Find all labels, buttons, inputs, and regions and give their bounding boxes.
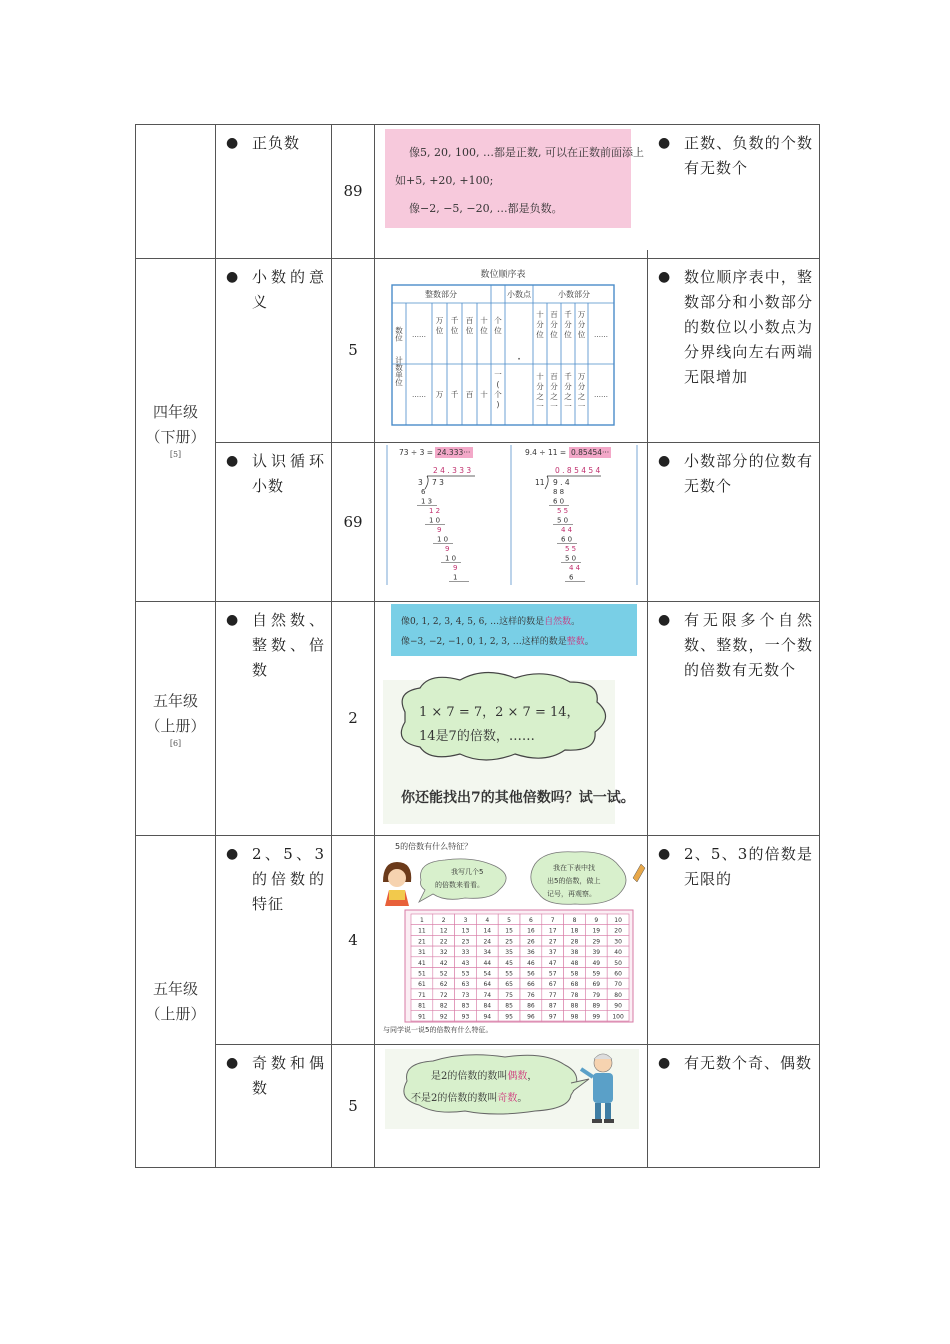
ellipsis-right: ……	[594, 391, 608, 399]
grid-number: 11	[418, 927, 426, 935]
grid-number: 3	[463, 917, 468, 924]
page-number: 4	[332, 836, 375, 1045]
grid-number: 9	[594, 917, 599, 924]
topic-text: 自然数、整数、倍数	[252, 611, 325, 679]
grid-number: 50	[614, 959, 622, 967]
grid-number: 70	[614, 981, 622, 989]
row-label-units: 计数单位	[394, 356, 404, 386]
grid-number: 69	[592, 981, 601, 989]
integer-part-label: 整数部分	[425, 290, 457, 299]
note-cell	[648, 602, 820, 836]
place-label: 位	[564, 330, 572, 339]
grid-number: 68	[570, 981, 579, 989]
unit-label: 一	[577, 402, 586, 411]
grid-number: 80	[614, 991, 622, 999]
division-step: 6	[421, 488, 426, 496]
grid-number: 42	[439, 959, 448, 967]
place-label: 分	[550, 320, 558, 329]
grid-number: 78	[570, 991, 579, 999]
grid-number: 33	[461, 949, 470, 957]
page-number: 2	[332, 602, 375, 836]
fig1-line1: 像5, 20, 100, …都是正数, 可以在正数前面添上	[409, 146, 644, 159]
grid-number: 46	[527, 959, 535, 967]
bullet-icon: ●	[658, 269, 672, 285]
topic-cell	[216, 836, 332, 1045]
div1-quotient: 2 4 . 3 3 3	[433, 466, 472, 475]
odd-even-line1: 是2的倍数的数叫偶数，	[431, 1071, 538, 1082]
unit-label: 之	[536, 392, 544, 401]
grid-number: 12	[439, 927, 448, 935]
division-step: 1 0	[437, 535, 449, 544]
topic-cell	[216, 602, 332, 836]
grid-number: 65	[505, 981, 513, 989]
bullet-icon: ●	[226, 269, 240, 285]
fig4-line1: 像0, 1, 2, 3, 4, 5, 6, …这样的数是自然数。	[401, 617, 581, 627]
page-number: 5	[332, 1045, 375, 1168]
figure-cell	[375, 259, 648, 443]
division-step: 6 0	[561, 535, 573, 544]
recurring-decimal-figure	[375, 443, 648, 593]
unit-label: 之	[550, 392, 558, 401]
place-label: 位	[450, 326, 459, 335]
place-label: 分	[564, 320, 572, 329]
unit-label: (	[496, 380, 500, 389]
place-label: 个	[494, 316, 502, 325]
bullet-icon: ●	[658, 135, 672, 151]
grid-number: 48	[570, 959, 579, 967]
grid-number: 90	[614, 1002, 622, 1010]
grade-cell	[136, 125, 216, 259]
grid-number: 72	[439, 991, 448, 999]
topic-cell	[216, 443, 332, 602]
grid-number: 32	[439, 949, 448, 957]
note-cell	[648, 1045, 820, 1168]
positive-negative-figure	[375, 125, 648, 250]
odd-even-figure	[375, 1045, 648, 1159]
note-text: 有无数个奇、偶数	[684, 1054, 813, 1072]
grid-number: 15	[505, 927, 513, 935]
bullet-icon: ●	[658, 453, 672, 469]
grid-number: 23	[461, 938, 470, 946]
reference-mark: [5]	[169, 450, 182, 459]
note-cell	[648, 836, 820, 1045]
grid-number: 76	[527, 991, 535, 999]
grid-number: 66	[527, 981, 535, 989]
bullet-icon: ●	[226, 135, 240, 151]
topic-text: 正负数	[252, 134, 301, 152]
decimal-part-label: 小数部分	[558, 290, 590, 299]
page-number: 69	[332, 443, 375, 602]
unit-label: 个	[494, 390, 502, 399]
grid-number: 13	[461, 927, 470, 935]
grid-number: 37	[548, 949, 557, 957]
div1-dividend: 7 3	[432, 478, 444, 487]
grid-number: 75	[505, 991, 513, 999]
figure-cell	[375, 836, 648, 1045]
unit-label: 万	[577, 372, 586, 381]
decimal-point-label: 小数点	[507, 290, 531, 299]
grid-number: 8	[572, 917, 577, 924]
chart-title: 数位顺序表	[480, 270, 526, 280]
division-step: 1 0	[445, 554, 457, 563]
fig5-footer: 与同学说一说5的倍数有什么特征。	[383, 1026, 493, 1034]
grid-number: 49	[592, 959, 601, 967]
odd-even-line2: 不是2的倍数的数叫奇数。	[411, 1093, 528, 1104]
grid-number: 56	[527, 970, 535, 978]
grid-number: 63	[461, 981, 470, 989]
note-text: 2、5、3的倍数是无限的	[684, 845, 813, 888]
bubble-b-line3: 记号，再观察。	[547, 890, 596, 898]
bullet-icon: ●	[226, 846, 240, 862]
grid-number: 16	[527, 927, 535, 935]
grid-number: 30	[614, 938, 622, 946]
place-label: 千	[450, 316, 459, 325]
natural-integer-multiple-figure	[375, 602, 648, 827]
topic-text: 小数的意义	[252, 268, 325, 311]
page-number: 5	[332, 259, 375, 443]
figure-cell	[375, 125, 648, 259]
grade-cell	[136, 259, 216, 602]
topic-cell	[216, 125, 332, 259]
place-label: 位	[465, 326, 474, 335]
grid-number: 73	[461, 991, 470, 999]
grid-number: 36	[527, 949, 535, 957]
topic-text: 认识循环小数	[252, 452, 325, 495]
page-number: 89	[332, 125, 375, 259]
place-label: 位	[536, 330, 544, 339]
place-label: 分	[536, 320, 544, 329]
division-step: 6 0	[553, 497, 565, 506]
fig5-title: 5的倍数有什么特征？	[395, 842, 473, 851]
place-label: 万	[435, 316, 444, 325]
grid-number: 4	[485, 917, 490, 924]
ellipsis-left: ……	[412, 391, 426, 399]
grid-number: 31	[418, 949, 426, 957]
unit-label: 千	[564, 372, 572, 381]
grid-number: 40	[614, 949, 622, 957]
place-label: 位	[435, 326, 444, 335]
figure-cell	[375, 602, 648, 836]
bubble-a-line2: 的倍数来看看。	[435, 881, 484, 889]
bullet-icon: ●	[658, 846, 672, 862]
grid-number: 100	[612, 1013, 624, 1021]
place-label: 位	[480, 326, 488, 335]
bullet-icon: ●	[226, 612, 240, 628]
table-row	[136, 443, 820, 602]
grid-number: 92	[439, 1013, 448, 1021]
curriculum-table	[135, 124, 820, 1168]
grid-number: 43	[461, 959, 470, 967]
topic-cell	[216, 259, 332, 443]
grid-number: 20	[614, 927, 622, 935]
grid-number: 94	[483, 1013, 492, 1021]
grid-number: 98	[570, 1013, 579, 1021]
note-cell	[648, 125, 820, 259]
fig4-line2: 像−3, −2, −1, 0, 1, 2, 3, …这样的数是整数。	[401, 637, 594, 647]
bubble-b-line2: 出5的倍数，做上	[547, 877, 601, 885]
table-row	[136, 836, 820, 1045]
grid-number: 29	[592, 938, 601, 946]
grid-number: 22	[439, 938, 448, 946]
table-row	[136, 125, 820, 259]
div2-divisor: 11	[535, 478, 545, 487]
grid-number: 38	[570, 949, 579, 957]
note-text: 小数部分的位数有无数个	[684, 452, 813, 495]
unit-label: 百	[550, 372, 558, 381]
grid-number: 5	[507, 917, 512, 924]
division-step: 1 0	[429, 516, 441, 525]
grid-number: 35	[505, 949, 513, 957]
grid-number: 27	[548, 938, 557, 946]
division-step: 1	[453, 573, 458, 582]
place-label: 位	[550, 330, 558, 339]
topic-cell	[216, 1045, 332, 1168]
grid-number: 58	[570, 970, 579, 978]
note-text: 有无限多个自然数、整数，一个数的倍数有无数个	[684, 611, 813, 679]
place-label: 位	[577, 330, 586, 339]
place-label: 百	[550, 310, 558, 319]
grid-number: 54	[483, 970, 492, 978]
grid-number: 83	[461, 1002, 470, 1010]
grid-number: 84	[483, 1002, 492, 1010]
fig1-line3: 像−2, −5, −20, …都是负数。	[409, 202, 563, 215]
bullet-icon: ●	[658, 612, 672, 628]
unit-label: 之	[577, 392, 586, 401]
division-step: 5 0	[557, 516, 569, 525]
grid-number: 93	[461, 1013, 470, 1021]
division-step: 5 5	[565, 545, 577, 553]
table-row	[136, 259, 820, 443]
bullet-icon: ●	[226, 453, 240, 469]
grade-cell	[136, 602, 216, 836]
division-step: 9	[445, 545, 450, 553]
grid-number: 19	[592, 927, 601, 935]
note-text: 正数、负数的个数有无数个	[684, 134, 813, 177]
unit-label: 十	[480, 390, 488, 399]
grid-number: 71	[418, 991, 426, 999]
grid-number: 6	[528, 917, 533, 924]
grid-number: 28	[570, 938, 579, 946]
topic-text: 2、5、3的倍数的特征	[252, 845, 325, 913]
unit-label: 分	[536, 382, 544, 391]
division-step: 4 4	[561, 526, 573, 534]
note-cell	[648, 443, 820, 602]
grid-number: 7	[550, 917, 555, 924]
eq1-left: 73 ÷ 3 =	[399, 448, 434, 457]
grid-number: 79	[592, 991, 601, 999]
grid-number: 97	[548, 1013, 557, 1021]
division-step: 8 8	[553, 488, 565, 496]
grid-number: 24	[483, 938, 492, 946]
grid-number: 55	[505, 970, 513, 978]
place-label: 十	[536, 310, 544, 319]
figure-cell	[375, 443, 648, 602]
unit-label: 一	[550, 402, 558, 411]
place-label: 十	[480, 316, 488, 325]
unit-label: 分	[564, 382, 572, 391]
grid-number: 64	[483, 981, 492, 989]
grid-number: 25	[505, 938, 513, 946]
division-step: 1 3	[421, 497, 433, 506]
grid-number: 96	[527, 1013, 535, 1021]
grid-number: 81	[418, 1002, 426, 1010]
girl-icon	[383, 862, 411, 906]
grid-number: 44	[483, 959, 492, 967]
bullet-icon: ●	[226, 1055, 240, 1071]
grid-number: 67	[548, 981, 557, 989]
bubble-line2: 14是7的倍数，……	[419, 729, 535, 744]
place-label: 万	[577, 310, 586, 319]
multiples-of-five-figure	[375, 836, 648, 1036]
division-step: 5 0	[565, 554, 577, 563]
unit-label: )	[496, 400, 500, 409]
place-value-chart	[375, 259, 648, 434]
pencil-icon	[633, 864, 645, 882]
division-step: 4 4	[569, 564, 581, 572]
division-step: 9	[453, 564, 458, 572]
unit-label: 千	[450, 390, 459, 399]
topic-text: 奇数和偶数	[252, 1054, 325, 1097]
unit-label: 一	[564, 402, 572, 411]
grid-number: 59	[592, 970, 601, 978]
grid-number: 57	[548, 970, 557, 978]
unit-label: 一	[494, 370, 502, 379]
note-text: 数位顺序表中，整数部分和小数部分的数位以小数点为分界线向左右两端无限增加	[684, 268, 813, 386]
grade-label: 五年级（上册）	[145, 979, 206, 1023]
grid-number: 82	[439, 1002, 448, 1010]
division-step: 9	[437, 526, 442, 534]
grid-number: 61	[418, 981, 426, 989]
place-label: 千	[564, 310, 572, 319]
grid-number: 41	[418, 959, 426, 967]
grid-number: 62	[439, 981, 448, 989]
place-label: 分	[577, 320, 586, 329]
grade-cell	[136, 836, 216, 1168]
decimal-dot: ·	[517, 352, 521, 366]
fig1-line2: 如+5, +20, +100;	[395, 174, 494, 187]
unit-label: 分	[550, 382, 558, 391]
grid-number: 2	[441, 917, 446, 924]
grid-number: 77	[548, 991, 557, 999]
grid-number: 1	[419, 917, 424, 924]
bubble-b-line1: 我在下表中找	[553, 864, 595, 872]
unit-label: 百	[465, 390, 474, 399]
eq2-result: 0.85454···	[571, 448, 610, 457]
grid-number: 26	[527, 938, 535, 946]
ellipsis-left: ……	[412, 331, 426, 339]
unit-label: 一	[536, 402, 544, 411]
grid-number: 39	[592, 949, 601, 957]
row-label-places: 数位	[394, 326, 404, 342]
grid-number: 52	[439, 970, 448, 978]
unit-label: 十	[536, 372, 544, 381]
unit-label: 万	[435, 390, 444, 399]
grid-number: 87	[548, 1002, 557, 1010]
div2-quotient: 0 . 8 5 4 5 4	[555, 466, 601, 475]
eq2-left: 9.4 ÷ 11 =	[525, 448, 567, 457]
bubble-a-line1: 我写几个5	[451, 868, 484, 876]
note-cell	[648, 259, 820, 443]
bullet-icon: ●	[658, 1055, 672, 1071]
bubble-line1: 1 × 7 = 7，2 × 7 = 14，	[419, 705, 580, 720]
grid-number: 88	[570, 1002, 579, 1010]
place-label: 百	[465, 316, 474, 325]
grid-number: 45	[505, 959, 513, 967]
reference-mark: [6]	[169, 738, 182, 748]
grid-number: 74	[483, 991, 492, 999]
grade-label: 五年级（上册）	[145, 691, 206, 735]
unit-label: 之	[564, 392, 572, 401]
grid-number: 10	[614, 917, 622, 924]
grid-number: 17	[548, 927, 557, 935]
figure-cell	[375, 1045, 648, 1168]
grid-number: 85	[505, 1002, 513, 1010]
unit-label: 分	[577, 382, 586, 391]
grid-number: 47	[548, 959, 557, 967]
grade-label: 四年级（下册）	[145, 403, 206, 446]
table-row	[136, 602, 820, 836]
division-step: 5 5	[557, 507, 569, 515]
grid-number: 51	[418, 970, 426, 978]
grid-number: 14	[483, 927, 492, 935]
grid-number: 99	[592, 1013, 601, 1021]
division-step: 6	[569, 573, 574, 582]
grid-number: 95	[505, 1013, 513, 1021]
eq1-result: 24.333···	[437, 448, 471, 457]
grid-number: 18	[570, 927, 579, 935]
grid-number: 34	[483, 949, 492, 957]
division-step: 1 2	[429, 507, 441, 515]
div2-dividend: 9 . 4	[553, 478, 570, 487]
table-row	[136, 1045, 820, 1168]
grid-number: 60	[614, 970, 622, 978]
place-label: 位	[494, 326, 502, 335]
grid-number: 89	[592, 1002, 601, 1010]
div1-divisor: 3	[418, 478, 423, 487]
ellipsis-right: ……	[594, 331, 608, 339]
grid-number: 91	[418, 1013, 426, 1021]
grid-number: 86	[527, 1002, 535, 1010]
grid-number: 21	[418, 938, 426, 946]
grid-number: 53	[461, 970, 470, 978]
multiples-question: 你还能找出7的其他倍数吗？试一试。	[401, 790, 635, 806]
